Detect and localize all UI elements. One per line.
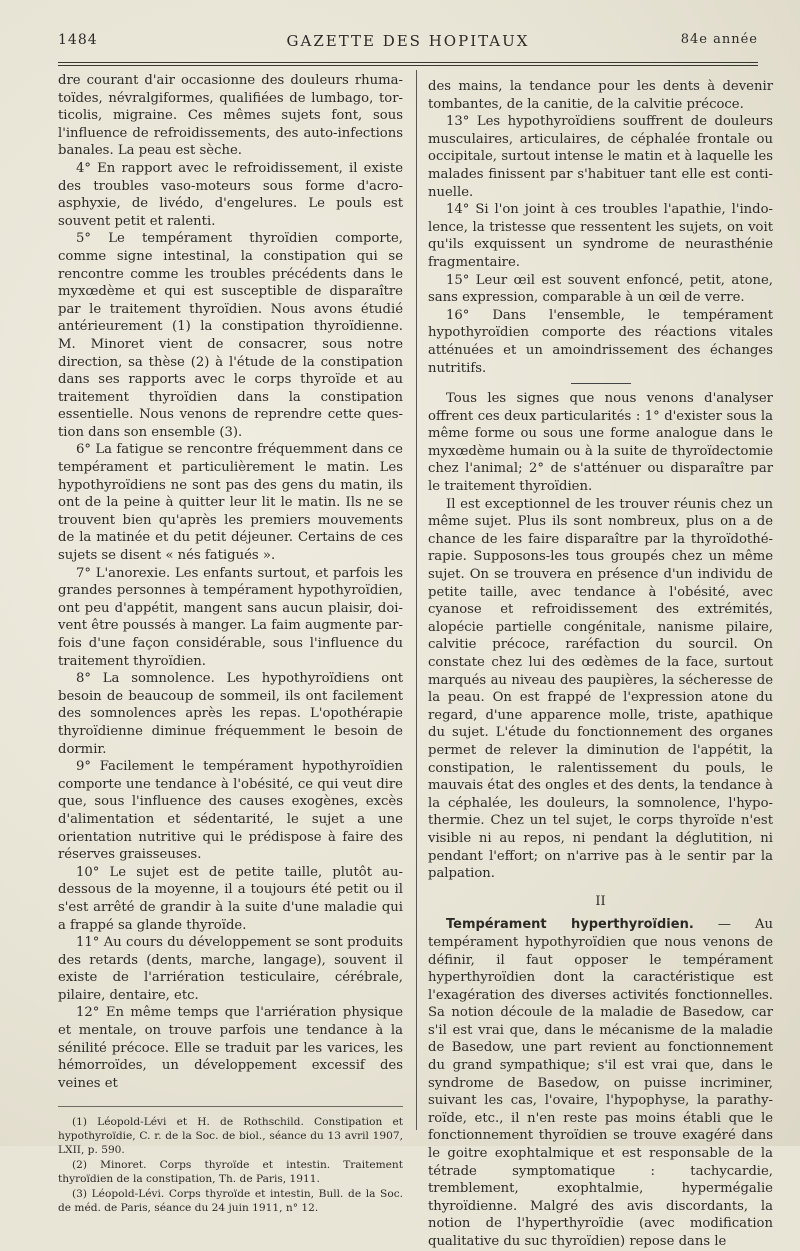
section-text: — Au tempérament hypothyroïdien que nous venons de définir, il faut opposer le tempérament hyperthyroïdien dont la caractéristique est l'exagération des diverses activités fonctionnelles. Sa notion découle de la maladie de Basedow, car s'il est vrai que, dans le mécanisme de la maladie de Basedow, une part revient au fonctionnement du grand sympathique; s'il est vrai que, dans le syndrome de Basedow, on puisse incriminer, suivant les cas, l'ovaire, l'hypophyse, la parathyroïde, etc., il n'en reste pas moins établi que le fonctionnement thyroïdien se trouve exagéré dans le goitre exophtalmique et est responsable de la tétrade symptomatique : tachycardie, tremblement, exophtalmie, hypermégalie thyroïdienne. Malgré des avis discordants, la notion de l'hyperthyroïdie (avec modification qualitative du suc thyroïdien) repose dans le (428, 917, 773, 1249)
footnote: (2) Minoret. Corps thyroïde et intestin. Traitement thyroïdien de la constipation, Th. de Paris, 1911. (58, 1159, 403, 1186)
paragraph: 6° La fatigue se rencontre fréquemment dans ce tempérament et particulièrement le matin. Les hypothyroïdiens ne sont pas des gens du matin, ils ont de la peine à quitter leur lit le matin. Ils ne se trouvent bien qu'après les premiers mouvements de la matinée et du petit déjeuner. Certains de ces sujets se disent « nés fatigués ». (58, 442, 403, 564)
paragraph: 14° Si l'on joint à ces troubles l'apathie, l'indolence, la tristesse que ressentent les sujets, on voit qu'ils exquissent un syndrome de neurasthénie fragmentaire. (428, 202, 773, 270)
paragraph: Il est exceptionnel de les trouver réunis chez un même sujet. Plus ils sont nombreux, plus on a de chance de les faire disparaître par la thyroïdothérapie. Supposons-les tous groupés chez un même sujet. On se trouvera en présence d'un individu de petite taille, avec tendance à l'obésité, avec cyanose et refroidissement des extrémités, alopécie partielle congénitale, nanisme pilaire, calvitie précoce, raréfaction du sourcil. On constate chez lui des œdèmes de la face, surtout marqués au niveau des paupières, la sécheresse de la peau. On est frappé de l'expression atone du regard, d'une apparence molle, triste, apathique du sujet. L'étude du fonctionnement des organes permet de relever la diminution de l'appétit, la constipation, le ralentissement du pouls, le mauvais état des ongles et des dents, la tendance à la céphalée, les douleurs, la somnolence, l'hypothermie. Chez un tel sujet, le corps thyroïde n'est visible ni au repos, ni pendant la déglutition, ni pendant l'effort; on n'arrive pas à le sentir par la palpation. (428, 496, 773, 882)
paragraph: 9° Facilement le tempérament hypothyroïdien comporte une tendance à l'obésité, ce qui veut dire que, sous l'influence des causes exogènes, excès d'alimentation et sédentarité, le sujet a une orientation nutritive qui le prédispose à faire des réserves graisseuses. (58, 759, 403, 863)
running-title: GAZETTE DES HOPITAUX (286, 32, 530, 50)
paragraph: Tous les signes que nous venons d'analyser offrent ces deux particularités : 1° d'exister sous la même forme ou sous une forme analogue dans le myxœdème humain ou à la suite de thyroïdectomie chez l'animal; 2° de s'atténuer ou disparaître par le traitement thyroïdien. (428, 391, 773, 495)
paragraph: 11° Au cours du développement se sont produits des retards (dents, marche, langage), souvent il existe de l'arriération testiculaire, cérébrale, pilaire, dentaire, etc. (58, 935, 403, 1003)
page-number: 1484 (58, 32, 98, 48)
column-divider (416, 70, 417, 1130)
paragraph: 10° Le sujet est de petite taille, plutôt au-dessous de la moyenne, il a toujours été petit ou il s'est arrêté de grandir à la suite d'une maladie qui a frappé sa glande thyroïde. (58, 864, 403, 933)
paragraph: 8° La somnolence. Les hypothyroïdiens ont besoin de beaucoup de sommeil, ils ont facilement des somnolences après les repas. L'opothérapie thyroïdienne diminue fréquemment le besoin de dormir. (58, 671, 403, 757)
right-column (428, 78, 773, 1251)
footnotes (58, 1115, 403, 1215)
paragraph: 4° En rapport avec le refroidissement, il existe des troubles vaso-moteurs sous forme d'acro-asphyxie, de livédo, d'engelures. Le pouls est souvent petit et ralenti. (58, 160, 403, 229)
paragraph: dre courant d'air occasionne des douleurs rhumatoïdes, névralgiformes, qualifiées de lumbago, torticolis, migraine. Ces mêmes sujets font, sous l'influence de refroidissements, des auto-infections banales. La peau est sèche. (58, 73, 403, 159)
paragraph: des mains, la tendance pour les dents à devenir tombantes, de la canitie, de la calvitie précoce. (428, 79, 773, 112)
section-heading: Tempérament hyperthyroïdien. (446, 917, 694, 933)
footnote: (3) Léopold-Lévi. Corps thyroïde et intestin, Bull. de la Soc. de méd. de Paris, séance du 24 juin 1911, n° 12. (58, 1188, 403, 1215)
paragraph: 12° En même temps que l'arriération physique et mentale, on trouve parfois une tendance à la sénilité précoce. Elle se traduit par les varices, les hémorroïdes, un développement excessif des veines et (58, 1005, 403, 1091)
paragraph: 5° Le tempérament thyroïdien comporte, comme signe intestinal, la constipation qui se rencontre comme les troubles précédents dans le myxœdème et qui est susceptible de disparaître par le traitement thyroïdien. Nous avons étudié antérieurement (1) la constipation thyroïdienne. M. Minoret vient de consacrer, sous notre direction, sa thèse (2) à l'étude de la constipation dans ses rapports avec le corps thyroïde et au traitement thyroïdien dans la constipation essentielle. Nous venons de reprendre cette question dans son ensemble (3). (58, 231, 403, 440)
header-rule (58, 62, 758, 63)
paragraph: 15° Leur œil est souvent enfoncé, petit, atone, sans expression, comparable à un œil de verre. (428, 272, 773, 306)
left-column (58, 72, 403, 1216)
paragraph: 13° Les hypothyroïdiens souffrent de douleurs musculaires, articulaires, de céphalée frontale ou occipitale, surtout intense le matin et à laquelle les malades finissent par s'habituer tant elle est continuelle. (428, 114, 773, 200)
section-separator (571, 383, 631, 384)
paragraph: 7° L'anorexie. Les enfants surtout, et parfois les grandes personnes à tempérament hypothyroïdien, ont peu d'appétit, mangent sans aucun plaisir, doivent être poussés à manger. La faim augmente parfois d'une façon considérable, sous l'influence du traitement thyroïdien. (58, 565, 403, 669)
year-label: 84e année (680, 32, 758, 47)
header-rule-secondary (58, 65, 758, 66)
section-paragraph (428, 916, 773, 1250)
page-header (58, 32, 758, 56)
footnote-rule (58, 1106, 403, 1107)
footnote: (1) Léopold-Lévi et H. de Rothschild. Constipation et hypothyroïdie, C. r. de la Soc. de biol., séance du 13 avril 1907, LXII, p. 590. (58, 1116, 403, 1157)
section-number: II (595, 893, 606, 909)
paragraph: 16° Dans l'ensemble, le tempérament hypothyroïdien comporte des réactions vitales atténuées et un amoindrissement des échanges nutritifs. (428, 307, 773, 376)
